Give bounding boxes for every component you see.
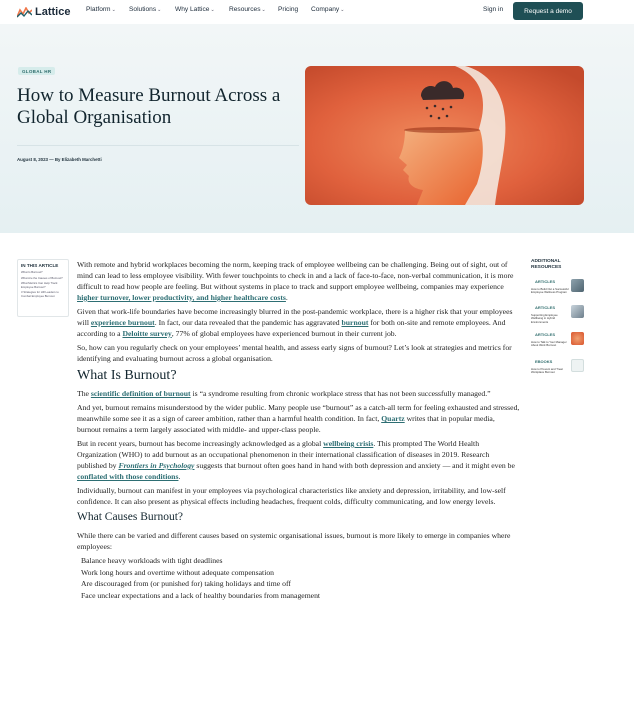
table-of-contents [17, 259, 69, 317]
toc-item[interactable]: What Is Burnout? [21, 270, 43, 274]
chevron-down-icon: ⌄ [210, 7, 215, 13]
text: , 77% of global employees have experienced burnout in their current job. [171, 329, 397, 338]
paragraph [77, 306, 520, 339]
article-meta: August 8, 2023 — By Elizabeth Marchetti [17, 157, 102, 162]
subsection-heading: What Causes Burnout? [77, 511, 184, 523]
paragraph [77, 259, 520, 303]
chevron-down-icon: ⌄ [261, 7, 266, 13]
section-heading: What Is Burnout? [77, 368, 177, 383]
toc-item[interactable]: What Metrics Can Help Track Employee Burnout? [21, 281, 58, 289]
lattice-logo-icon [17, 7, 32, 18]
page-title: How to Measure Burnout Across a Global Organisation [17, 85, 281, 128]
nav-company[interactable] [311, 6, 344, 13]
lattice-logo[interactable] [17, 4, 70, 20]
burnout-link[interactable]: burnout [341, 318, 369, 327]
resource-thumbnail [571, 359, 584, 372]
resource-title: How to Prevent and Treat Workplace Burnout [531, 367, 563, 375]
brand-name: Lattice [35, 6, 71, 18]
text: . [285, 293, 288, 302]
resource-thumbnail [571, 332, 584, 345]
text: But in recent years, burnout has become increasingly acknowledged as a global [77, 439, 324, 448]
nav-label: Pricing [278, 6, 299, 13]
experience-burnout-link[interactable]: experience burnout [90, 318, 155, 327]
resource-tag: ARTICLES [535, 305, 555, 310]
nav-label: Why Lattice [175, 6, 210, 13]
text: . [178, 472, 181, 481]
paragraph [77, 438, 520, 482]
text: With remote and hybrid workplaces becoming the norm, keeping track of employee wellbeing can be challenging. Being out of sight, out of mind can lead to less employee visibility. With fewer touchpoints to check in and a lack of face-to-face, non-verbal communication, it is more difficult to read how people are feeling. But without systems in place to track and support employee wellbeing, companies may experience [77, 260, 514, 291]
resource-title: How to Talk to Your Manager About Work Burnout [531, 340, 567, 348]
additional-resources [531, 259, 586, 375]
deloitte-survey-link[interactable]: Deloitte survey [122, 329, 172, 338]
paragraph [77, 402, 520, 435]
top-nav [0, 0, 634, 24]
text: is “a syndrome resulting from chronic workplace stress that has not been successfully managed.” [190, 389, 491, 398]
nav-label: Solutions [129, 6, 157, 13]
list-item: Balance heavy workloads with tight deadlines [81, 556, 223, 565]
nav-solutions[interactable] [129, 6, 161, 13]
text: writes that in popular media, burnout remains a term largely associated with middle- and upper-class people. [77, 414, 495, 434]
resource-title: How to Build Out a Successful Employee Wellness Program [531, 287, 569, 295]
request-demo-button[interactable]: Request a demo [513, 2, 583, 20]
nav-resources[interactable] [229, 6, 266, 13]
divider [17, 145, 299, 146]
resource-thumbnail [571, 305, 584, 318]
definition-link[interactable]: scientific definition of burnout [90, 389, 191, 398]
wellbeing-crisis-link[interactable]: wellbeing crisis [323, 439, 374, 448]
resource-thumbnail [571, 279, 584, 292]
resource-tag: ARTICLES [535, 332, 555, 337]
hero-illustration [305, 66, 584, 205]
article-body [77, 259, 520, 601]
resource-title: Supporting Employee Wellbeing in Hybrid Environments [531, 313, 558, 324]
paragraph: Individually, burnout can manifest in your employees via psychological characteristics like anxiety and depression, irritability, and low-self confidence. It can also present as physical effects including headaches, frequent colds, difficulty communicating, and low energy levels. [77, 486, 506, 506]
chevron-down-icon: ⌄ [340, 7, 345, 13]
nav-platform[interactable] [86, 6, 116, 13]
link-text: Frontiers in Psychology [118, 461, 195, 470]
toc-title: IN THIS ARTICLE [21, 263, 59, 268]
nav-why-lattice[interactable] [175, 6, 215, 13]
chevron-down-icon: ⌄ [111, 7, 116, 13]
turnover-link[interactable]: higher turnover, lower productivity, and higher healthcare costs [77, 293, 286, 302]
paragraph: While there can be varied and different causes based on systemic organisational issues, burnout is more likely to emerge in companies where employees: [77, 531, 511, 551]
paragraph [77, 388, 520, 399]
list-item: Face unclear expectations and a lack of healthy boundaries from management [81, 590, 321, 600]
causes-list [77, 555, 520, 601]
resource-card[interactable] [531, 279, 586, 301]
burnout-head-illustration [305, 66, 584, 205]
conflated-link[interactable]: conflated with those conditions [77, 472, 179, 481]
text: Given that work-life boundaries have become increasingly blurred in the post-pandemic workplace, there is a higher risk that your employees will [77, 307, 513, 327]
sidebar-title: ADDITIONAL RESOURCES [531, 259, 562, 270]
nav-label: Company [311, 6, 340, 13]
frontiers-link[interactable] [118, 461, 194, 470]
text: . In fact, our data revealed that the pandemic has aggravated [154, 318, 342, 327]
chevron-down-icon: ⌄ [157, 7, 162, 13]
sign-in-link[interactable]: Sign in [483, 6, 504, 13]
toc-item[interactable]: What Are the Causes of Burnout? [21, 275, 63, 280]
nav-label: Platform [86, 6, 111, 13]
list-item: Are discouraged from (or punished for) taking holidays and time off [81, 579, 291, 588]
quartz-link[interactable]: Quartz [381, 414, 405, 423]
resource-card[interactable] [531, 332, 586, 354]
resource-tag: ARTICLES [535, 279, 555, 284]
text: suggests that burnout often goes hand in hand with both depression and anxiety — and it might even be [194, 461, 515, 470]
nav-pricing[interactable] [278, 6, 298, 13]
paragraph: So, how can you regularly check on your employees’ mental health, and assess early signs of burnout? Let’s look at strategies and metrics for identifying and evaluating burnout across a global organisation. [77, 343, 512, 363]
text: And yet, burnout remains misunderstood by the wider public. Many people use “burnout” as a catch-all term for feeling exhausted and stressed, meanwhile some see it as a sign of career ambition, rather than a harmful health condition. In fact, [77, 403, 520, 423]
resource-card[interactable] [531, 305, 586, 327]
text: . This prompted The World Health Organization (WHO) to add burnout as an occupational phenomenon in their international classification of diseases in 2019. Research published by [77, 439, 490, 470]
text: The [77, 389, 91, 398]
category-tag[interactable]: GLOBAL HR [18, 67, 55, 75]
resource-card[interactable] [531, 359, 586, 381]
resource-tag: EBOOKS [535, 359, 553, 364]
nav-label: Resources [229, 6, 261, 13]
list-item: Work long hours and overtime without adequate compensation [81, 567, 275, 577]
toc-item[interactable]: 3 Strategies for HR Leaders to Combat Employee Burnout [21, 290, 59, 298]
text: for both on-site and remote employees. And according to a [77, 318, 506, 338]
